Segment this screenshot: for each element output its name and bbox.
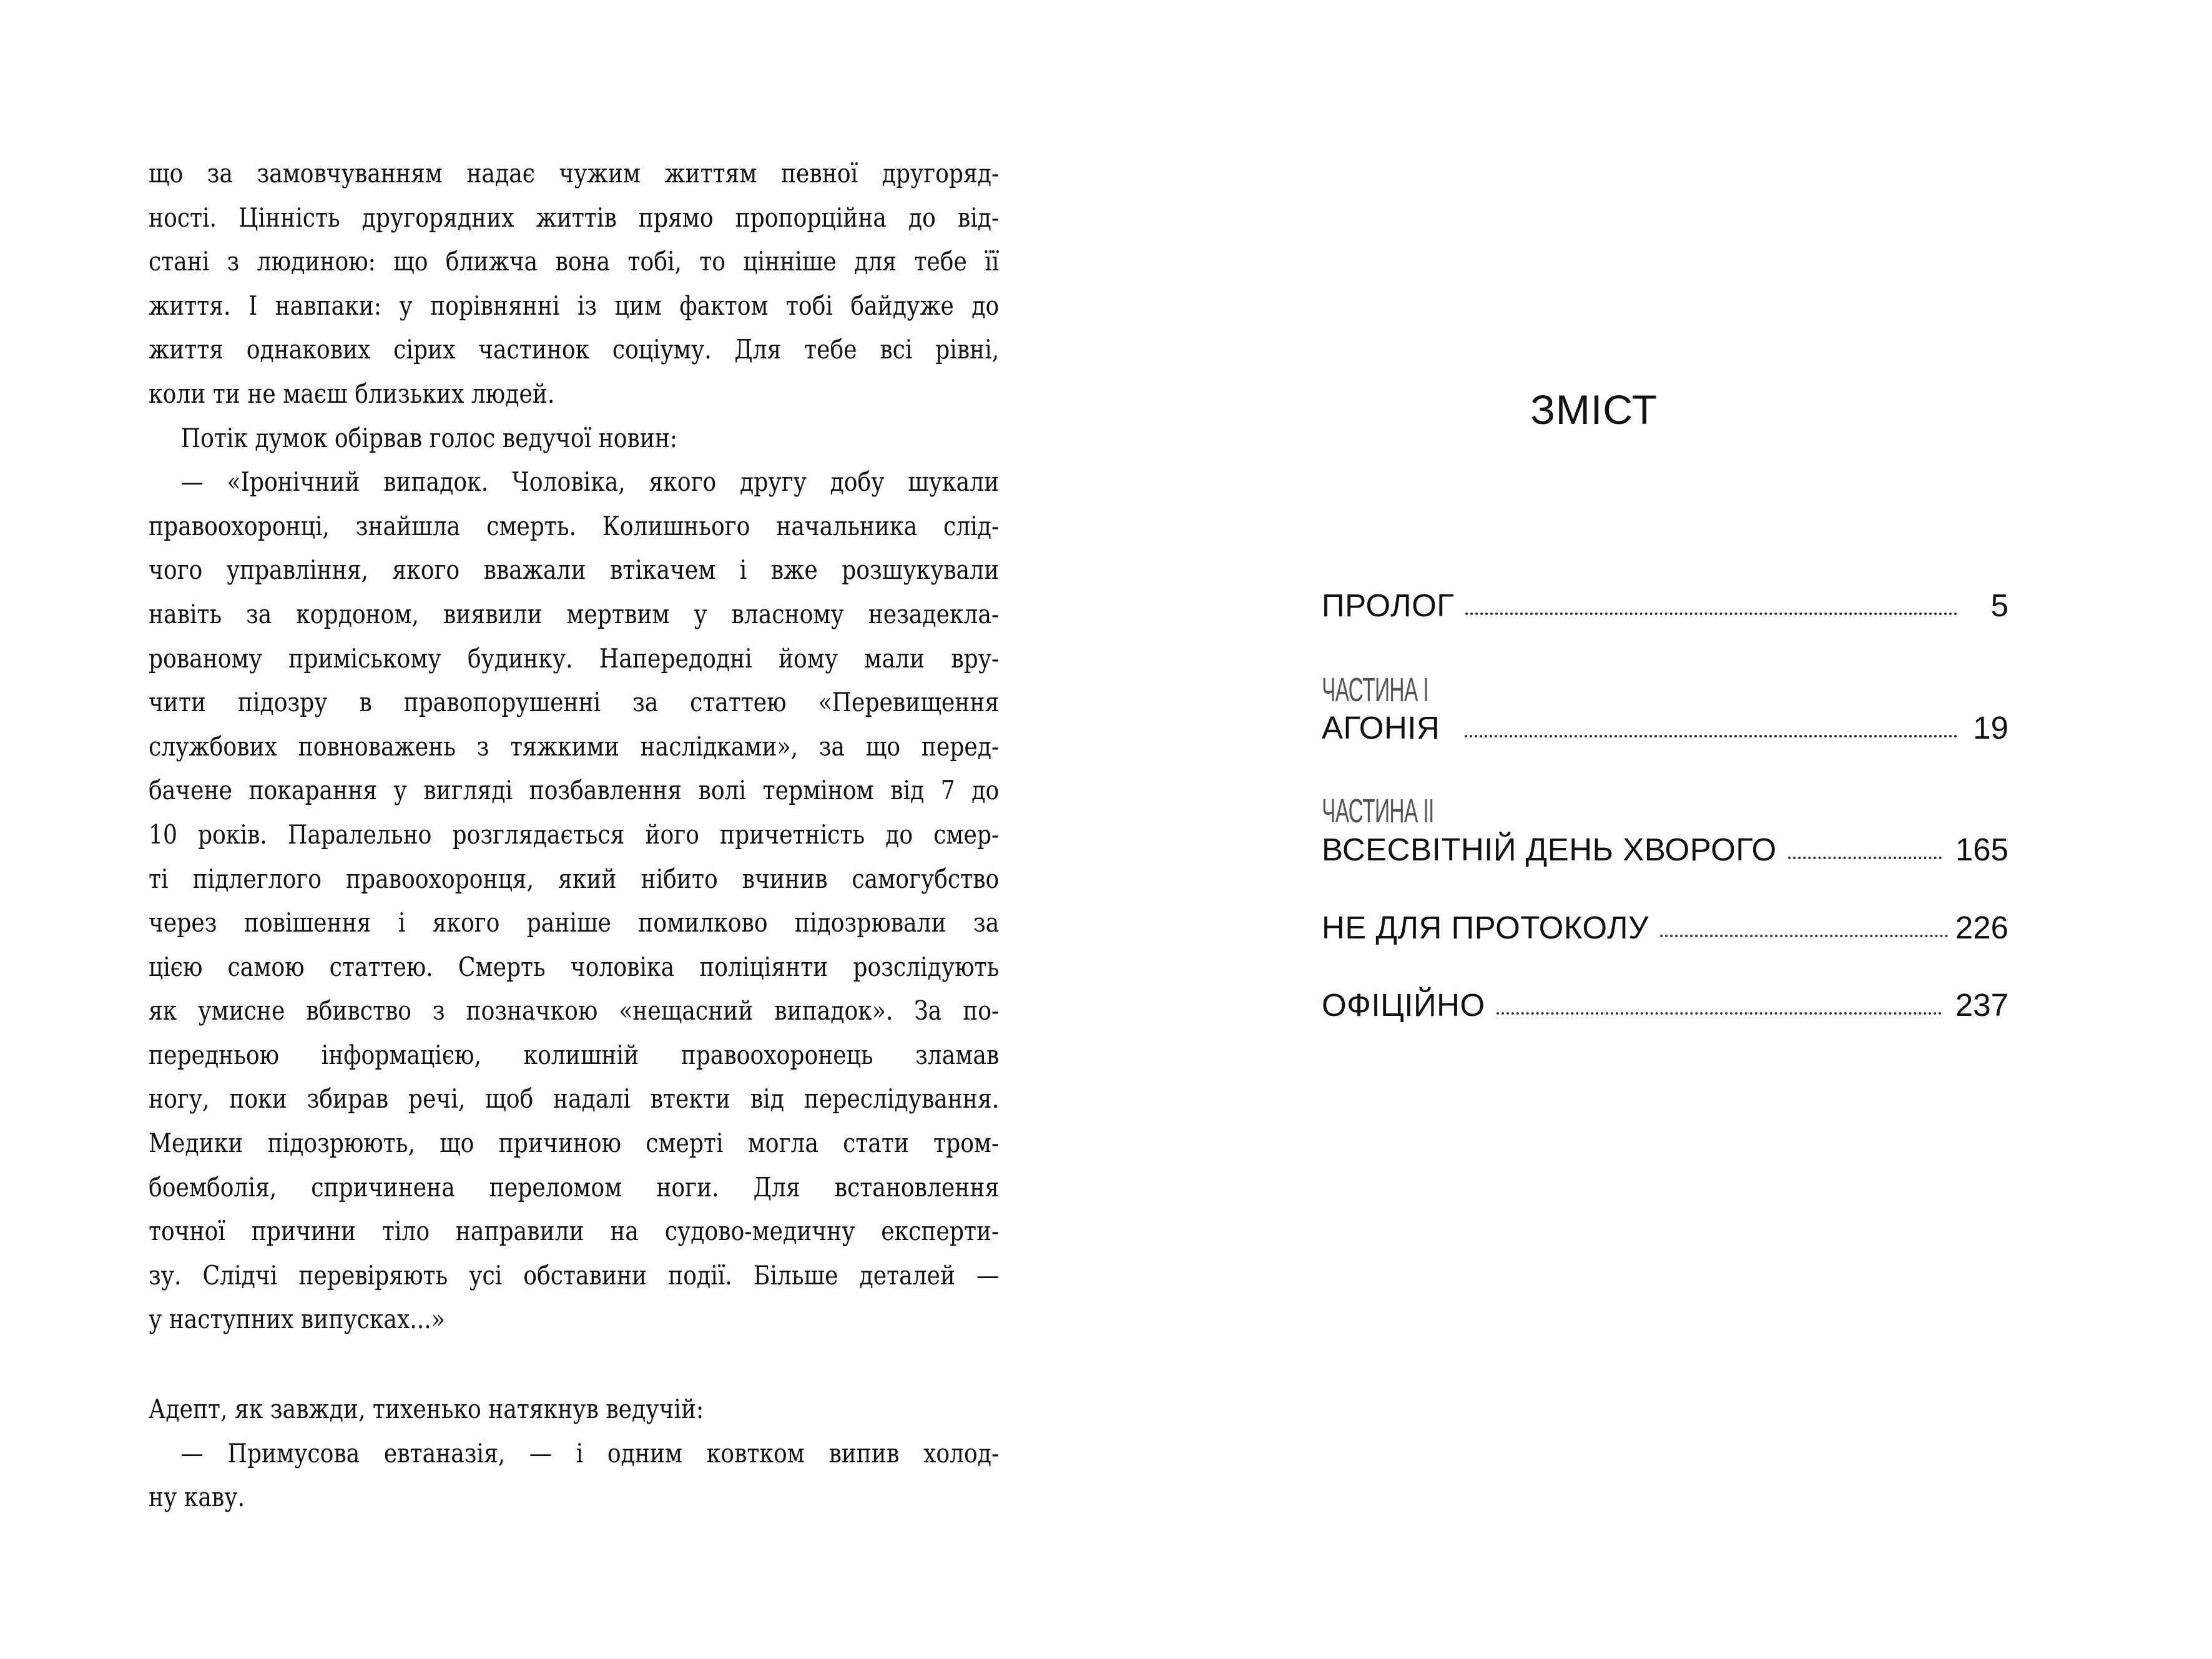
body-text <box>149 152 999 1520</box>
toc-page-number: 165 <box>1955 832 2008 867</box>
dot-leader <box>1465 613 1957 615</box>
text-line: ті підлеглого правоохоронця, який нібито вчинив самогубство <box>149 863 1000 894</box>
dot-leader <box>1497 1012 1942 1015</box>
toc-entry-title: ПРОЛОГ <box>1322 588 1455 623</box>
text-line: — Примусова евтаназія, — і одним ковтком випив холод- <box>180 1437 1000 1469</box>
text-line: життя однакових сірих частинок соціуму. Для тебе всі рівні, <box>149 334 1000 365</box>
toc-entry-prologue[interactable] <box>1322 587 2008 624</box>
text-line: у наступних випусках...» <box>149 1304 445 1335</box>
text-line: ну каву. <box>149 1482 245 1513</box>
toc-entry-title: ВСЕСВІТНІЙ ДЕНЬ ХВОРОГО <box>1322 832 1777 867</box>
toc-entry-title: ОФІЦІЙНО <box>1322 987 1485 1023</box>
toc-page-number: 226 <box>1955 910 2008 945</box>
text-line: боемболія, спричинена переломом ноги. Для встановлення <box>149 1171 1000 1203</box>
text-line: передньою інформацією, колишній правоохоронець зламав <box>149 1039 1000 1070</box>
toc-entry-world-day[interactable] <box>1322 831 2008 868</box>
text-line: чого управління, якого вважали втікачем і вже розшукували <box>149 554 1000 586</box>
text-line: точної причини тіло направили на судово-медичну експерти- <box>149 1216 1000 1247</box>
toc-page-number: 19 <box>1973 710 2008 746</box>
toc-page-number: 237 <box>1955 987 2008 1023</box>
text-line: що за замовчуванням надає чужим життям певної другоряд- <box>149 158 1000 189</box>
dot-leader <box>1788 857 1942 859</box>
dot-leader <box>1465 735 1957 737</box>
text-line: зу. Слідчі перевіряють усі обставини події. Більше деталей — <box>149 1259 1000 1291</box>
toc-entry-official[interactable] <box>1322 987 2008 1023</box>
toc-page-number: 5 <box>1990 588 2008 623</box>
text-line: коли ти не маєш близьких людей. <box>149 378 555 409</box>
toc-entry-not-for-protocol[interactable] <box>1322 909 2008 946</box>
text-line: Адепт, як завжди, тихенько натякнув ведучій: <box>149 1394 704 1425</box>
toc-part-label: ЧАСТИНА ІІ <box>1322 792 1434 830</box>
text-line: 10 років. Паралельно розглядається його причетність до смер- <box>149 819 1000 850</box>
section-break <box>149 1342 999 1387</box>
toc-entry-title: НЕ ДЛЯ ПРОТОКОЛУ <box>1322 910 1649 945</box>
text-line: навіть за кордоном, виявили мертвим у власному незадекла- <box>149 598 1000 629</box>
text-line: рованому приміському будинку. Напередодні йому мали вру- <box>149 642 1000 674</box>
toc-title: ЗМІСТ <box>1530 386 1658 433</box>
text-line: службових повноважень з тяжкими наслідками», за що перед- <box>149 731 1000 762</box>
text-line: правоохоронці, знайшла смерть. Колишнього начальника слід- <box>149 510 1000 541</box>
text-line: цією самою статтею. Смерть чоловіка поліціянти розслідують <box>149 951 1000 982</box>
text-line: через повішення і якого раніше помилково підозрювали за <box>149 907 1000 938</box>
dot-leader <box>1660 935 1948 937</box>
right-page <box>1106 0 2212 1659</box>
text-line: — «Іронічний випадок. Чоловіка, якого другу добу шукали <box>180 466 1000 498</box>
text-line: ності. Цінність другорядних життів прямо пропорційна до від- <box>149 202 1000 233</box>
toc-part-label: ЧАСТИНА І <box>1322 671 1429 709</box>
text-line: чити підозру в правопорушенні за статтею «Перевищення <box>149 687 1000 718</box>
toc-entry-title: АГОНІЯ <box>1322 710 1440 746</box>
text-line: як умисне вбивство з позначкою «нещасний випадок». За по- <box>149 995 1000 1026</box>
text-line: Потік думок обірвав голос ведучої новин: <box>180 422 678 453</box>
text-line: Медики підозрюють, що причиною смерті могла стати тром- <box>149 1128 1000 1159</box>
text-line: ногу, поки збирав речі, щоб надалі втекти від переслідування. <box>149 1083 1000 1115</box>
text-line: стані з людиною: що ближча вона тобі, то цінніше для тебе її <box>149 246 1000 277</box>
toc-entry-agony[interactable] <box>1322 709 2008 746</box>
text-line: життя. І навпаки: у порівнянні із цим фактом тобі байдуже до <box>149 290 1000 321</box>
text-line: бачене покарання у вигляді позбавлення волі терміном від 7 до <box>149 775 1000 806</box>
